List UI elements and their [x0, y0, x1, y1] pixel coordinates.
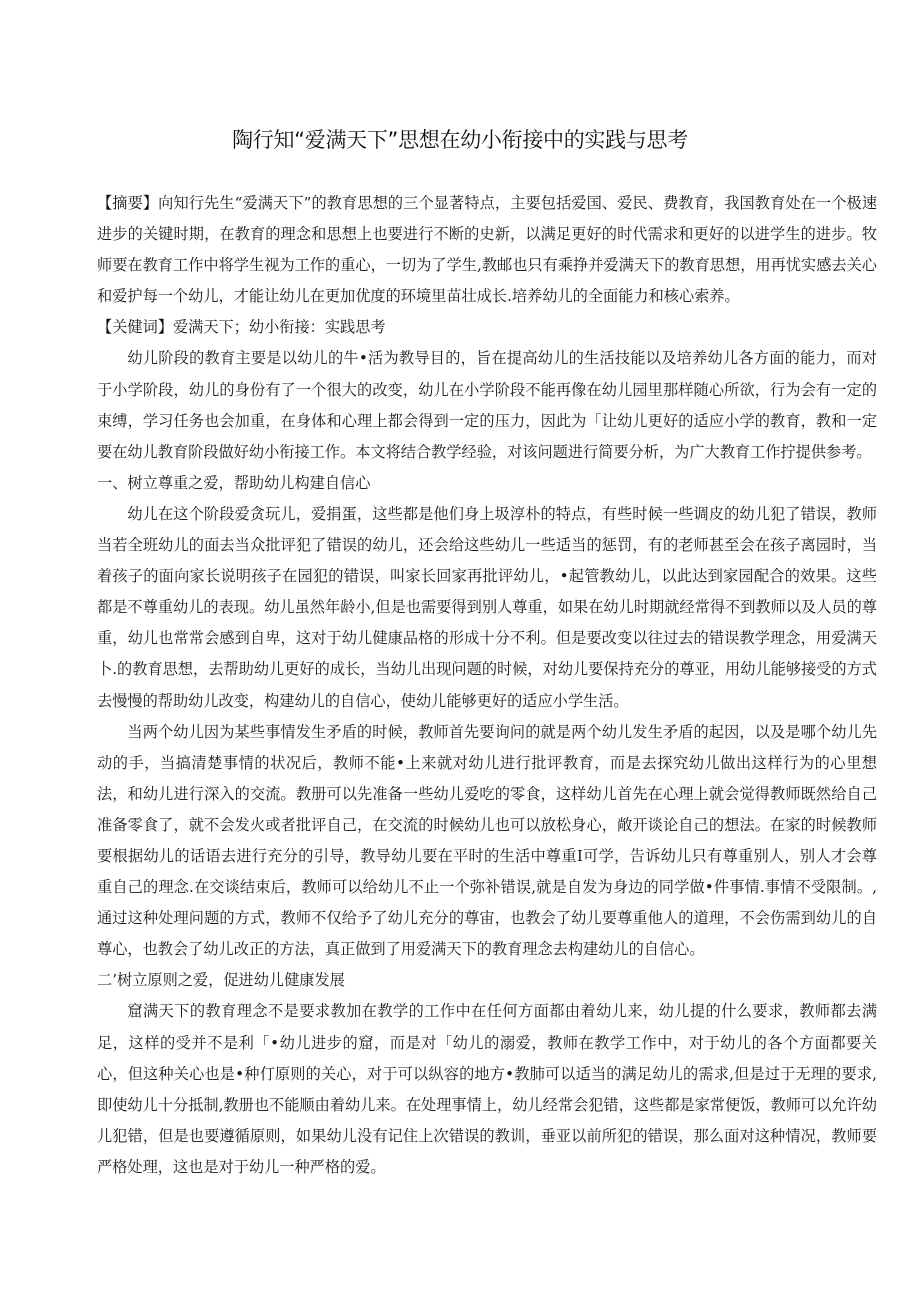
body-paragraph: 当两个幼儿因为某些事情发生矛盾的时候，教师首先要询问的就是两个幼儿发生矛盾的起因，以及是哪个幼儿先动的手，当搞清楚事情的状况后，教师不能•上来就对幼儿进行批评教育，而是去探究幼儿做出这样行为的心里想法，和幼儿进行深入的交流。教册可以先准备一些幼儿爱吃的零食，这样幼儿首先在心理上就会觉得教师既然给自己准备零食了，就不会发火或者批评自己，在交流的时候幼儿也可以放松身心，敞开谈论自己的想法。在家的时候教师要根据幼儿的话语去进行充分的引导，教导幼儿要在平时的生活中尊重I可学，告诉幼儿只有尊重别人，别人才会尊重自己的理念.在交谈结束后，教师可以给幼儿不止一个弥补错误,就是自发为身边的同学做•件事情.事情不受限制。,通过这种处理问题的方式，教师不仅给予了幼儿充分的尊宙，也教会了幼儿要尊重他人的道理，不会伤需到幼儿的自尊心，也教会了幼儿改正的方法，真正做到了用爱满天下的教育理念去构建幼儿的自信心。	[97, 722, 877, 959]
section-heading: 二’树立原则之爱，促进幼儿健康发展	[97, 971, 345, 990]
abstract-label: 【摘要】	[97, 194, 159, 212]
keywords-paragraph	[97, 312, 877, 343]
keywords-label: 【关健词】	[97, 318, 173, 337]
abstract-text: 向知行先生“爱满天下”的教育思想的三个显著特点，主要包括爱国、爱民、费教育，我国教育处在一个极速进步的关键时期，在教育的理念和思想上也要进行不断的史新，以满足更好的时代需求和更好的以进学生的进步。牧师要在教育工作中将学生视为工作的重心，一切为了学生,教邮也只有乘挣并爱满天下的教育思想，用再忧实感去关心和爱护每一个幼儿，才能让幼儿在更加优度的环境里苗壮成长.培养幼儿的全面能力和核心索养。	[97, 194, 878, 306]
body-paragraph: 幼儿在这个阶段爱贪玩儿，爱捐蛋，这些都是他们身上圾淳朴的特点，有些时候一些调皮的幼儿犯了错误，教师当若全班幼儿的面去当众批评犯了错误的幼儿，还会给这些幼儿一些适当的惩罚，有的老师甚至会在孩子离园时，当着孩子的面向家长说明孩子在园犯的错误，叫家长回家再批评幼儿，•起管教幼儿，以此达到家园配合的效果。这些都是不尊重幼儿的表现。幼儿虽然年龄小,但是也需要得到别人尊重，如果在幼儿时期就经常得不到教师以及人员的尊重，幼儿也常常会感到自卑，这对于幼儿健康品格的形成十分不利。但是要改变以往过去的错误教学理念，用爱满天卜.的教育思想，去帮助幼儿更好的成长，当幼儿出现问题的时候，对幼儿要保持充分的尊亚，用幼儿能够接受的方式去慢慢的帮助幼儿改变，构建幼儿的自信心，使幼儿能够更好的适应小学生活。	[97, 504, 877, 710]
keywords-text: 爱满天下；幼小衔接：实践思考	[172, 318, 386, 337]
page-title: 陶行知“爱满天下”思想在幼小衔接中的实践与思考	[232, 128, 688, 152]
abstract-paragraph	[97, 188, 877, 312]
body-paragraph: 幼儿阶段的教育主要是以幼儿的牛•活为教导目的，旨在提高幼儿的生活技能以及培养幼儿各方面的能力，而对于小学阶段，幼儿的身份有了一个很大的改变，幼儿在小学阶段不能再像在幼儿园里那样随心所欲，行为会有一定的束缚，学习任务也会加重，在身体和心理上都会得到一定的压力，因此为「让幼儿更好的适应小学的教育，教和一定要在幼儿教育阶段做好幼小衔接工作。本文将结合教学经验，对该问题进行简要分析，为广大教育工作拧提供参考。	[97, 349, 877, 461]
article-content	[97, 343, 877, 1183]
body-paragraph: 窟满天下的教育理念不是要求教加在教学的工作中在任何方面都由着幼儿来，幼儿提的什么要求，教师都去满足，这样的受并不是利「•幼儿进步的窟，而是对「幼儿的溺爱，教师在教学工作中，对于幼儿的各个方面都要关心，但这种关心也是•种仃原则的关心，对于可以纵容的地方•教肺可以适当的满足幼儿的需求,但是过于无理的要求,即使幼儿十分抵制,教册也不能顺由着幼儿来。在处理事情上，幼儿经常会犯错，这些都是家常便饭，教师可以允许幼儿犯错，但是也要遵循原则，如果幼儿没有记住上次错误的教训，垂亚以前所犯的错误，那么面对这种情况，教师要严格处理，这也是对于幼儿一种严格的爱。	[97, 1002, 877, 1176]
section-heading: 一、树立尊重之爱，帮助幼儿构建自信心	[97, 473, 371, 492]
document-body	[97, 188, 877, 1183]
